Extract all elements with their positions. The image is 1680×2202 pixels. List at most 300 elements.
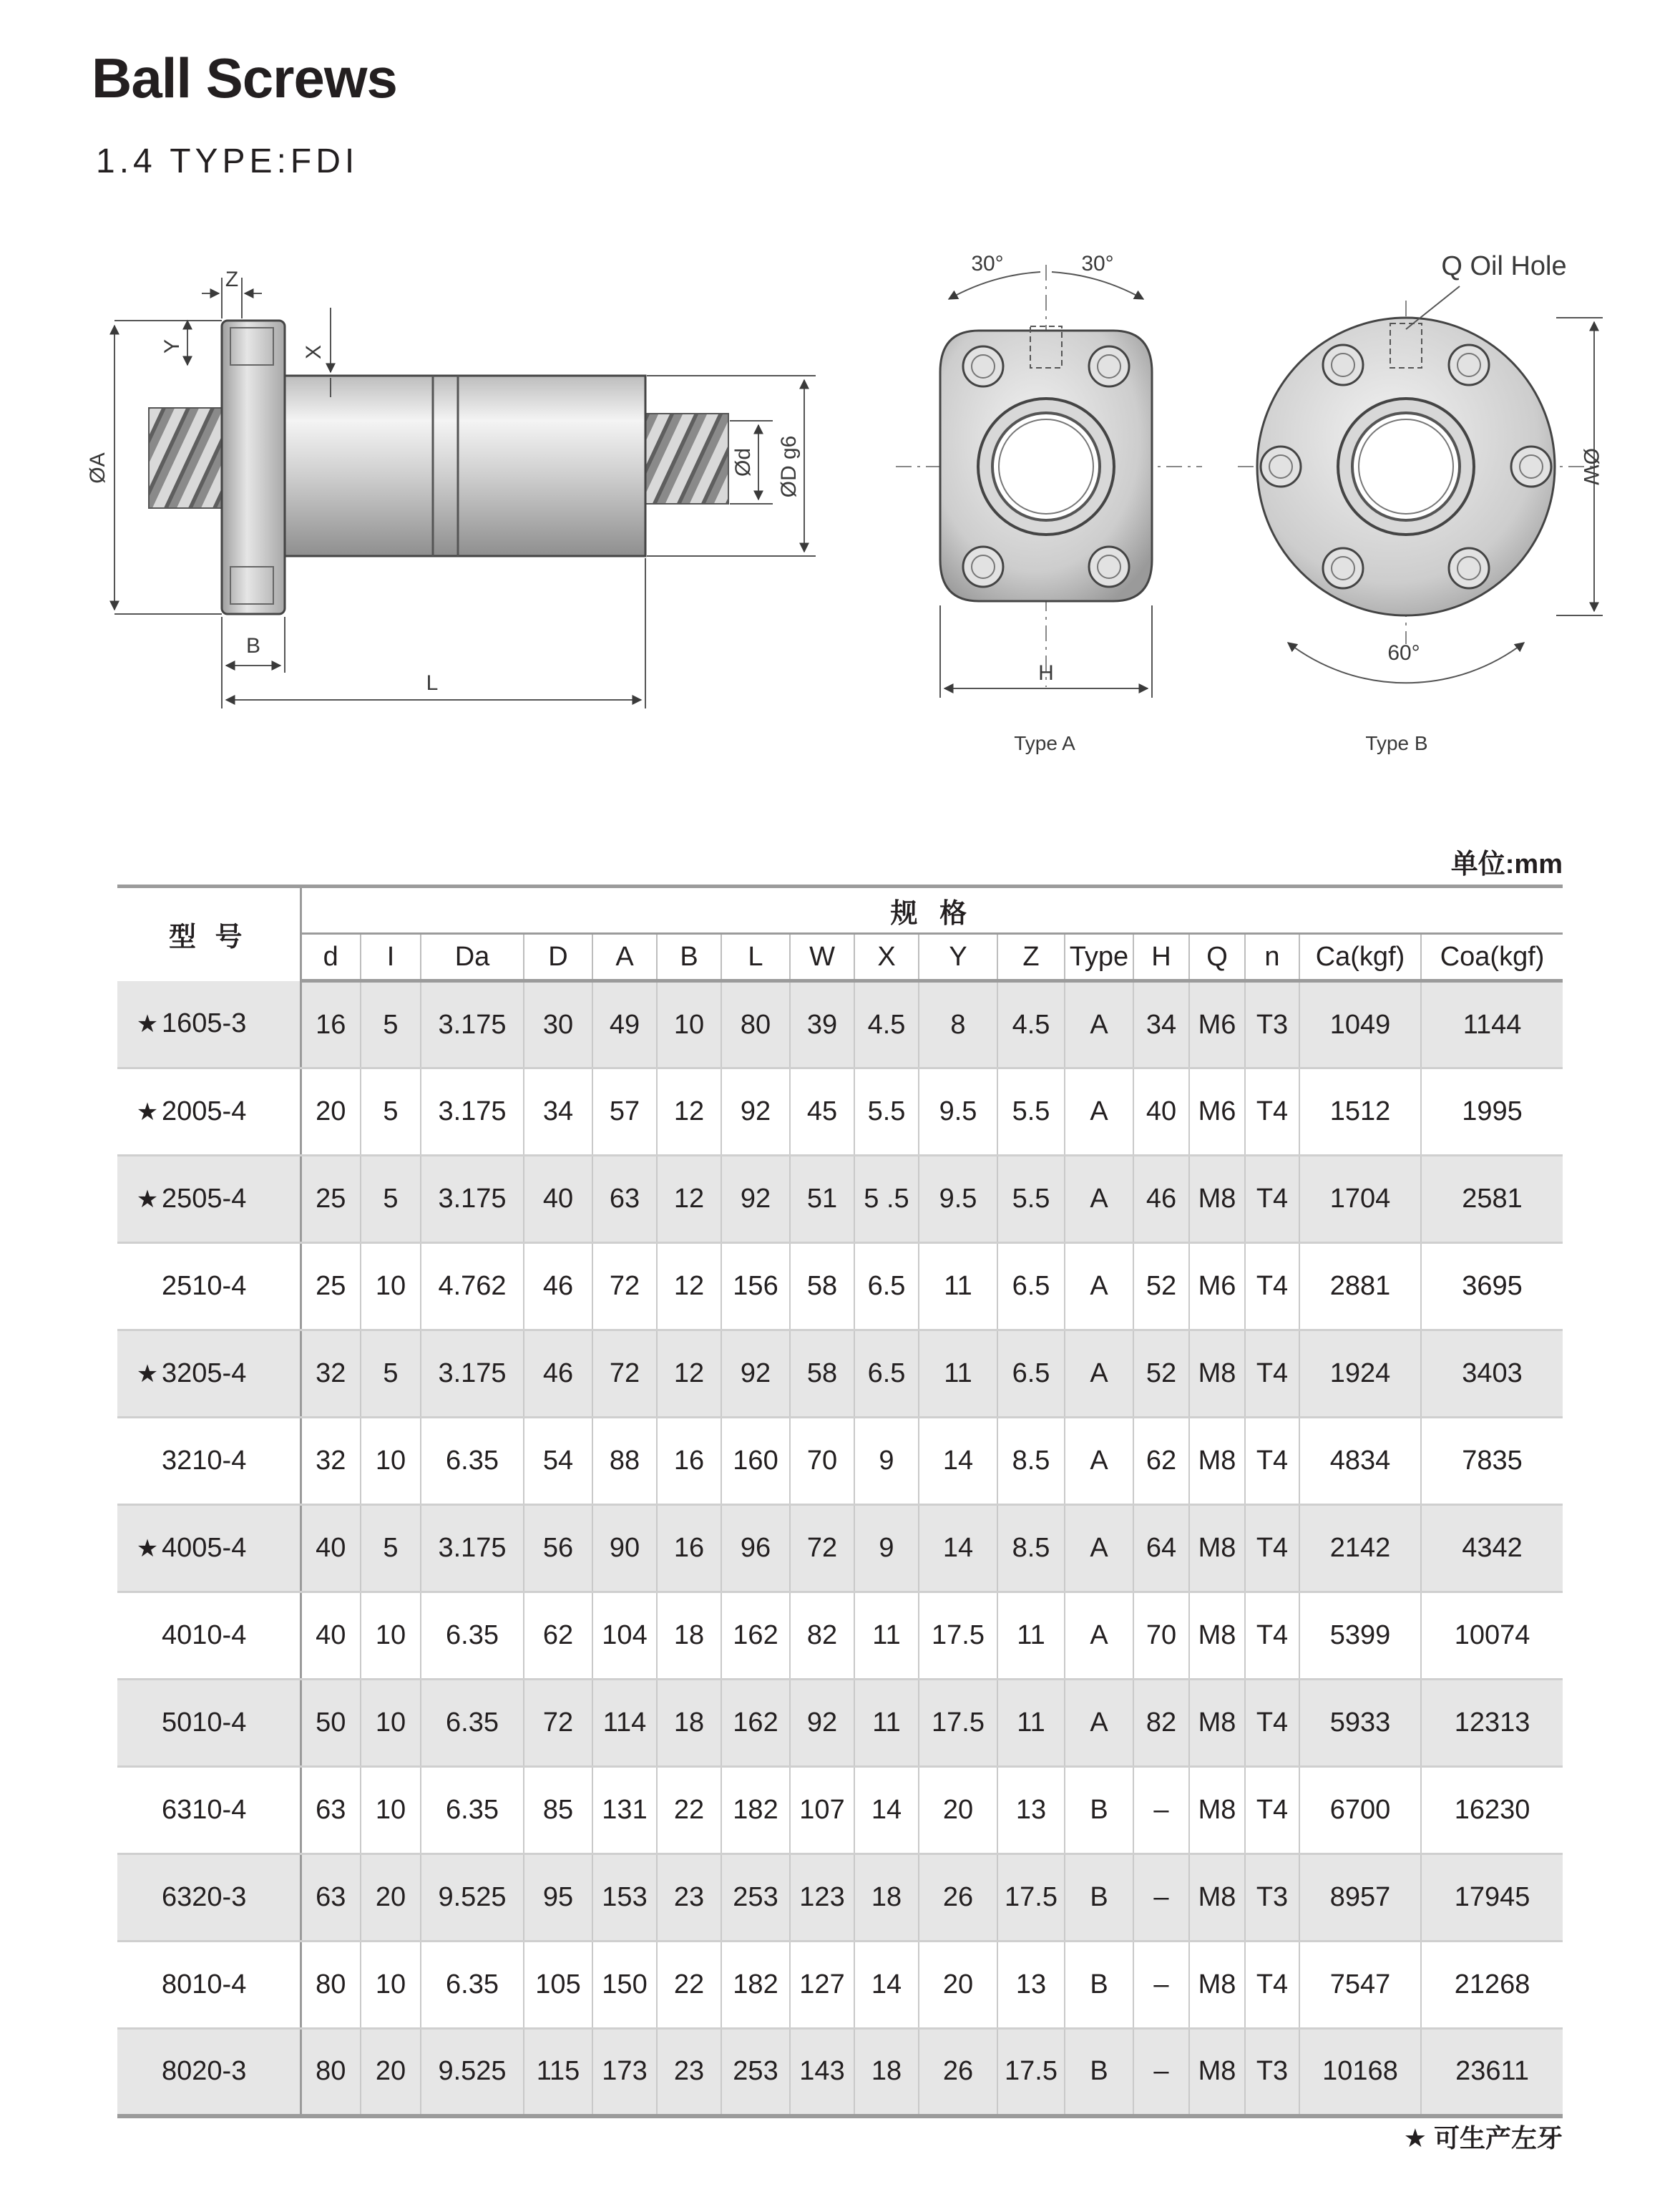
column-header: n: [1245, 934, 1299, 981]
table-cell: 10: [361, 1592, 421, 1680]
type-a-drawing: [896, 252, 1202, 754]
table-cell: 10168: [1299, 2029, 1421, 2116]
left-thread-star-icon: ★: [136, 1186, 159, 1213]
table-cell: 46: [524, 1243, 592, 1330]
table-cell: 20: [361, 2029, 421, 2116]
model-cell: [117, 1767, 301, 1854]
table-cell: B: [1065, 2029, 1133, 2116]
table-cell: 9: [854, 1505, 919, 1592]
table-cell: 5: [361, 1068, 421, 1156]
table-cell: 5: [361, 1505, 421, 1592]
table-cell: 3695: [1421, 1243, 1563, 1330]
table-cell: 9: [854, 1418, 919, 1505]
table-cell: 20: [919, 1942, 997, 2029]
table-cell: 1049: [1299, 981, 1421, 1068]
table-cell: 50: [301, 1680, 361, 1767]
table-cell: –: [1133, 2029, 1189, 2116]
model-number: 6310-4: [162, 1795, 247, 1825]
model-cell: [117, 1680, 301, 1767]
table-cell: 14: [854, 1767, 919, 1854]
table-cell: 3.175: [421, 1156, 524, 1243]
table-cell: M8: [1189, 2029, 1245, 2116]
table-cell: 16: [301, 981, 361, 1068]
table-cell: 30: [524, 981, 592, 1068]
table-cell: 34: [1133, 981, 1189, 1068]
table-cell: 12: [657, 1243, 721, 1330]
table-cell: 20: [919, 1767, 997, 1854]
table-cell: 5399: [1299, 1592, 1421, 1680]
model-number: 4005-4: [162, 1533, 247, 1563]
table-cell: 72: [524, 1680, 592, 1767]
table-cell: 14: [854, 1942, 919, 2029]
left-thread-star-icon: ★: [136, 1535, 159, 1562]
table-cell: B: [1065, 1854, 1133, 1942]
table-cell: 6700: [1299, 1767, 1421, 1854]
table-cell: 88: [592, 1418, 657, 1505]
table-cell: 156: [721, 1243, 790, 1330]
table-cell: 80: [301, 1942, 361, 2029]
table-cell: 2881: [1299, 1243, 1421, 1330]
table-row: [117, 1680, 1563, 1767]
table-cell: 3.175: [421, 1505, 524, 1592]
table-cell: 153: [592, 1854, 657, 1942]
table-cell: 85: [524, 1767, 592, 1854]
table-cell: T4: [1245, 1592, 1299, 1680]
table-cell: 23: [657, 2029, 721, 2116]
model-number: 1605-3: [162, 1008, 247, 1039]
column-header: W: [790, 934, 854, 981]
table-cell: 4.5: [997, 981, 1065, 1068]
table-cell: M8: [1189, 1592, 1245, 1680]
column-header: X: [854, 934, 919, 981]
table-cell: 11: [919, 1243, 997, 1330]
column-header: H: [1133, 934, 1189, 981]
table-row: [117, 1330, 1563, 1418]
table-cell: 6.5: [854, 1330, 919, 1418]
table-cell: 82: [1133, 1680, 1189, 1767]
table-cell: 162: [721, 1680, 790, 1767]
table-cell: 62: [524, 1592, 592, 1680]
table-cell: 11: [854, 1592, 919, 1680]
column-header: B: [657, 934, 721, 981]
table-cell: 104: [592, 1592, 657, 1680]
table-cell: 54: [524, 1418, 592, 1505]
table-cell: 52: [1133, 1330, 1189, 1418]
table-cell: 80: [301, 2029, 361, 2116]
table-cell: 114: [592, 1680, 657, 1767]
table-cell: 7547: [1299, 1942, 1421, 2029]
table-cell: T4: [1245, 1068, 1299, 1156]
table-cell: T4: [1245, 1243, 1299, 1330]
table-cell: 10: [657, 981, 721, 1068]
table-cell: 70: [790, 1418, 854, 1505]
table-cell: M8: [1189, 1505, 1245, 1592]
table-cell: 4.5: [854, 981, 919, 1068]
table-cell: 18: [657, 1680, 721, 1767]
table-row: [117, 1767, 1563, 1854]
table-cell: 13: [997, 1942, 1065, 2029]
column-header: I: [361, 934, 421, 981]
type-a-h-label: H: [1038, 661, 1054, 685]
table-cell: A: [1065, 1068, 1133, 1156]
type-b-oil-hole-label: Q Oil Hole: [1441, 251, 1567, 281]
table-cell: 18: [854, 1854, 919, 1942]
table-cell: 5: [361, 1330, 421, 1418]
table-cell: 16: [657, 1418, 721, 1505]
table-cell: 32: [301, 1418, 361, 1505]
table-cell: 9.5: [919, 1068, 997, 1156]
model-cell: [117, 981, 301, 1068]
table-cell: M8: [1189, 1680, 1245, 1767]
table-cell: 107: [790, 1767, 854, 1854]
model-number: 6320-3: [162, 1882, 247, 1912]
table-cell: 92: [721, 1156, 790, 1243]
table-cell: 14: [919, 1418, 997, 1505]
table-cell: A: [1065, 1680, 1133, 1767]
table-cell: M8: [1189, 1767, 1245, 1854]
dim-a-label: ØA: [86, 452, 109, 484]
left-thread-star-icon: ★: [136, 1098, 159, 1126]
table-cell: 10: [361, 1767, 421, 1854]
table-cell: T3: [1245, 981, 1299, 1068]
model-cell: [117, 1942, 301, 2029]
table-cell: T3: [1245, 1854, 1299, 1942]
table-cell: 62: [1133, 1418, 1189, 1505]
table-cell: 115: [524, 2029, 592, 2116]
table-cell: 5.5: [854, 1068, 919, 1156]
table-cell: 17.5: [919, 1592, 997, 1680]
table-cell: 20: [301, 1068, 361, 1156]
dim-y-label: Y: [160, 338, 184, 354]
table-cell: 22: [657, 1767, 721, 1854]
table-row: [117, 1418, 1563, 1505]
table-cell: 4.762: [421, 1243, 524, 1330]
table-cell: 49: [592, 981, 657, 1068]
column-header: Ca(kgf): [1299, 934, 1421, 981]
dim-b-label: B: [245, 634, 261, 658]
table-cell: 11: [997, 1592, 1065, 1680]
table-cell: A: [1065, 1243, 1133, 1330]
table-cell: 2581: [1421, 1156, 1563, 1243]
table-cell: 46: [1133, 1156, 1189, 1243]
table-cell: 5: [361, 981, 421, 1068]
table-row: [117, 1854, 1563, 1942]
table-cell: 45: [790, 1068, 854, 1156]
table-cell: 10: [361, 1418, 421, 1505]
table-cell: 3403: [1421, 1330, 1563, 1418]
model-number: 5010-4: [162, 1707, 247, 1738]
table-cell: 5933: [1299, 1680, 1421, 1767]
table-cell: 70: [1133, 1592, 1189, 1680]
table-cell: M8: [1189, 1156, 1245, 1243]
table-cell: 40: [524, 1156, 592, 1243]
table-cell: 1704: [1299, 1156, 1421, 1243]
column-header: L: [721, 934, 790, 981]
column-header: Z: [997, 934, 1065, 981]
table-cell: 123: [790, 1854, 854, 1942]
table-cell: 25: [301, 1156, 361, 1243]
table-cell: 64: [1133, 1505, 1189, 1592]
table-cell: 10074: [1421, 1592, 1563, 1680]
table-cell: 1995: [1421, 1068, 1563, 1156]
table-cell: 21268: [1421, 1942, 1563, 2029]
unit-label: 单位:mm: [1450, 849, 1563, 880]
dim-dg6-label: ØD g6: [777, 435, 801, 498]
type-b-angle-label: 60°: [1387, 641, 1420, 665]
table-cell: 6.5: [997, 1243, 1065, 1330]
table-cell: 52: [1133, 1243, 1189, 1330]
table-cell: 46: [524, 1330, 592, 1418]
table-cell: T3: [1245, 2029, 1299, 2116]
table-cell: 92: [721, 1330, 790, 1418]
table-cell: T4: [1245, 1505, 1299, 1592]
table-cell: 18: [854, 2029, 919, 2116]
model-number: 3205-4: [162, 1358, 247, 1388]
section-title: 1.4 TYPE:FDI: [96, 142, 359, 180]
table-cell: 72: [790, 1505, 854, 1592]
dim-z-label: Z: [225, 268, 239, 291]
table-cell: 131: [592, 1767, 657, 1854]
table-cell: T4: [1245, 1156, 1299, 1243]
spec-table: [117, 885, 1563, 2118]
table-cell: 23: [657, 1854, 721, 1942]
spec-header: 规 格: [301, 887, 1563, 934]
table-cell: 22: [657, 1942, 721, 2029]
table-cell: –: [1133, 1942, 1189, 2029]
table-cell: 32: [301, 1330, 361, 1418]
model-cell: [117, 1156, 301, 1243]
model-number: 2005-4: [162, 1096, 247, 1126]
table-cell: B: [1065, 1942, 1133, 2029]
table-cell: 40: [301, 1505, 361, 1592]
table-cell: 4834: [1299, 1418, 1421, 1505]
model-number: 3210-4: [162, 1446, 247, 1476]
table-cell: 127: [790, 1942, 854, 2029]
table-cell: 18: [657, 1592, 721, 1680]
table-row: [117, 1068, 1563, 1156]
table-cell: 6.35: [421, 1592, 524, 1680]
model-cell: [117, 1330, 301, 1418]
spec-table-body: [117, 981, 1563, 2116]
table-cell: 253: [721, 1854, 790, 1942]
column-header: A: [592, 934, 657, 981]
model-cell: [117, 2029, 301, 2116]
table-cell: M6: [1189, 1243, 1245, 1330]
table-cell: 12: [657, 1156, 721, 1243]
column-header: Coa(kgf): [1421, 934, 1563, 981]
table-cell: 11: [997, 1680, 1065, 1767]
table-cell: 1144: [1421, 981, 1563, 1068]
table-cell: 16: [657, 1505, 721, 1592]
table-cell: 51: [790, 1156, 854, 1243]
table-cell: 11: [854, 1680, 919, 1767]
table-cell: 17.5: [997, 2029, 1065, 2116]
column-header: Type: [1065, 934, 1133, 981]
table-cell: 5.5: [997, 1068, 1065, 1156]
table-cell: 173: [592, 2029, 657, 2116]
table-cell: 3.175: [421, 981, 524, 1068]
table-cell: 253: [721, 2029, 790, 2116]
table-cell: 150: [592, 1942, 657, 2029]
table-cell: 26: [919, 2029, 997, 2116]
table-cell: 10: [361, 1680, 421, 1767]
side-view-drawing: [86, 268, 816, 708]
table-cell: 6.5: [854, 1243, 919, 1330]
table-cell: 26: [919, 1854, 997, 1942]
table-cell: 9.525: [421, 1854, 524, 1942]
table-cell: 12: [657, 1330, 721, 1418]
table-cell: B: [1065, 1767, 1133, 1854]
table-cell: 160: [721, 1418, 790, 1505]
table-cell: T4: [1245, 1330, 1299, 1418]
table-cell: A: [1065, 1592, 1133, 1680]
table-cell: 57: [592, 1068, 657, 1156]
table-cell: 7835: [1421, 1418, 1563, 1505]
table-cell: 3.175: [421, 1068, 524, 1156]
table-cell: 9.525: [421, 2029, 524, 2116]
table-cell: 96: [721, 1505, 790, 1592]
model-cell: [117, 1068, 301, 1156]
table-cell: 40: [1133, 1068, 1189, 1156]
table-cell: 12: [657, 1068, 721, 1156]
table-cell: 4342: [1421, 1505, 1563, 1592]
table-cell: 17.5: [997, 1854, 1065, 1942]
table-cell: 1512: [1299, 1068, 1421, 1156]
left-thread-star-icon: ★: [136, 1360, 159, 1388]
table-row: [117, 1156, 1563, 1243]
table-cell: T4: [1245, 1418, 1299, 1505]
table-cell: 6.35: [421, 1418, 524, 1505]
table-cell: 162: [721, 1592, 790, 1680]
dim-d-label: Ød: [731, 447, 755, 477]
table-cell: 5.5: [997, 1156, 1065, 1243]
type-a-angle-left: 30°: [971, 252, 1004, 276]
table-cell: A: [1065, 981, 1133, 1068]
table-cell: 5 .5: [854, 1156, 919, 1243]
table-cell: 6.35: [421, 1942, 524, 2029]
dim-l-label: L: [426, 671, 439, 695]
table-row: [117, 1942, 1563, 2029]
table-cell: M8: [1189, 1942, 1245, 2029]
table-cell: 8.5: [997, 1418, 1065, 1505]
table-cell: 72: [592, 1243, 657, 1330]
table-cell: 92: [721, 1068, 790, 1156]
table-cell: 182: [721, 1767, 790, 1854]
table-cell: 8.5: [997, 1505, 1065, 1592]
table-cell: 63: [301, 1854, 361, 1942]
table-cell: –: [1133, 1767, 1189, 1854]
table-cell: 58: [790, 1330, 854, 1418]
table-cell: 63: [301, 1767, 361, 1854]
model-number: 2510-4: [162, 1271, 247, 1301]
table-cell: 40: [301, 1592, 361, 1680]
table-cell: 9.5: [919, 1156, 997, 1243]
table-row: [117, 1592, 1563, 1680]
table-cell: 2142: [1299, 1505, 1421, 1592]
left-thread-star-icon: ★: [136, 1010, 159, 1038]
table-cell: 17.5: [919, 1680, 997, 1767]
type-b-caption: Type B: [1365, 732, 1428, 754]
model-header: 型 号: [117, 887, 301, 981]
table-cell: 6.35: [421, 1680, 524, 1767]
table-cell: 58: [790, 1243, 854, 1330]
dim-x-label: X: [302, 344, 326, 360]
column-header-row: [117, 934, 1563, 981]
type-a-angle-right: 30°: [1081, 252, 1114, 276]
table-cell: A: [1065, 1156, 1133, 1243]
table-cell: M6: [1189, 1068, 1245, 1156]
table-cell: 95: [524, 1854, 592, 1942]
type-b-w-label: ØW: [1579, 448, 1603, 485]
table-cell: 17945: [1421, 1854, 1563, 1942]
model-cell: [117, 1418, 301, 1505]
model-number: 8020-3: [162, 2056, 247, 2087]
table-cell: 72: [592, 1330, 657, 1418]
column-header: Da: [421, 934, 524, 981]
table-cell: T4: [1245, 1767, 1299, 1854]
table-cell: 182: [721, 1942, 790, 2029]
table-cell: –: [1133, 1854, 1189, 1942]
table-cell: A: [1065, 1330, 1133, 1418]
page-title: Ball Screws: [92, 47, 397, 109]
table-cell: 39: [790, 981, 854, 1068]
table-cell: 6.5: [997, 1330, 1065, 1418]
table-cell: 11: [919, 1330, 997, 1418]
table-cell: T4: [1245, 1942, 1299, 2029]
technical-drawings: [0, 0, 1680, 809]
type-b-drawing: [1238, 251, 1603, 754]
table-cell: 80: [721, 981, 790, 1068]
table-cell: 16230: [1421, 1767, 1563, 1854]
table-cell: 5: [361, 1156, 421, 1243]
table-cell: 56: [524, 1505, 592, 1592]
table-cell: 10: [361, 1243, 421, 1330]
table-cell: 34: [524, 1068, 592, 1156]
column-header: Q: [1189, 934, 1245, 981]
model-cell: [117, 1592, 301, 1680]
table-cell: 23611: [1421, 2029, 1563, 2116]
table-cell: 63: [592, 1156, 657, 1243]
column-header: Y: [919, 934, 997, 981]
table-cell: 12313: [1421, 1680, 1563, 1767]
column-header: d: [301, 934, 361, 981]
table-cell: M8: [1189, 1854, 1245, 1942]
table-cell: 10: [361, 1942, 421, 2029]
model-cell: [117, 1505, 301, 1592]
table-cell: 20: [361, 1854, 421, 1942]
table-cell: 8: [919, 981, 997, 1068]
table-cell: 143: [790, 2029, 854, 2116]
model-cell: [117, 1243, 301, 1330]
table-cell: 14: [919, 1505, 997, 1592]
table-row: [117, 1243, 1563, 1330]
table-cell: M8: [1189, 1330, 1245, 1418]
table-cell: 90: [592, 1505, 657, 1592]
table-row: [117, 2029, 1563, 2116]
table-cell: T4: [1245, 1680, 1299, 1767]
table-row: [117, 981, 1563, 1068]
model-number: 4010-4: [162, 1620, 247, 1650]
model-number: 8010-4: [162, 1969, 247, 1999]
table-cell: 92: [790, 1680, 854, 1767]
table-cell: A: [1065, 1505, 1133, 1592]
table-cell: 8957: [1299, 1854, 1421, 1942]
model-cell: [117, 1854, 301, 1942]
table-cell: 82: [790, 1592, 854, 1680]
table-cell: 105: [524, 1942, 592, 2029]
table-cell: A: [1065, 1418, 1133, 1505]
table-cell: 13: [997, 1767, 1065, 1854]
